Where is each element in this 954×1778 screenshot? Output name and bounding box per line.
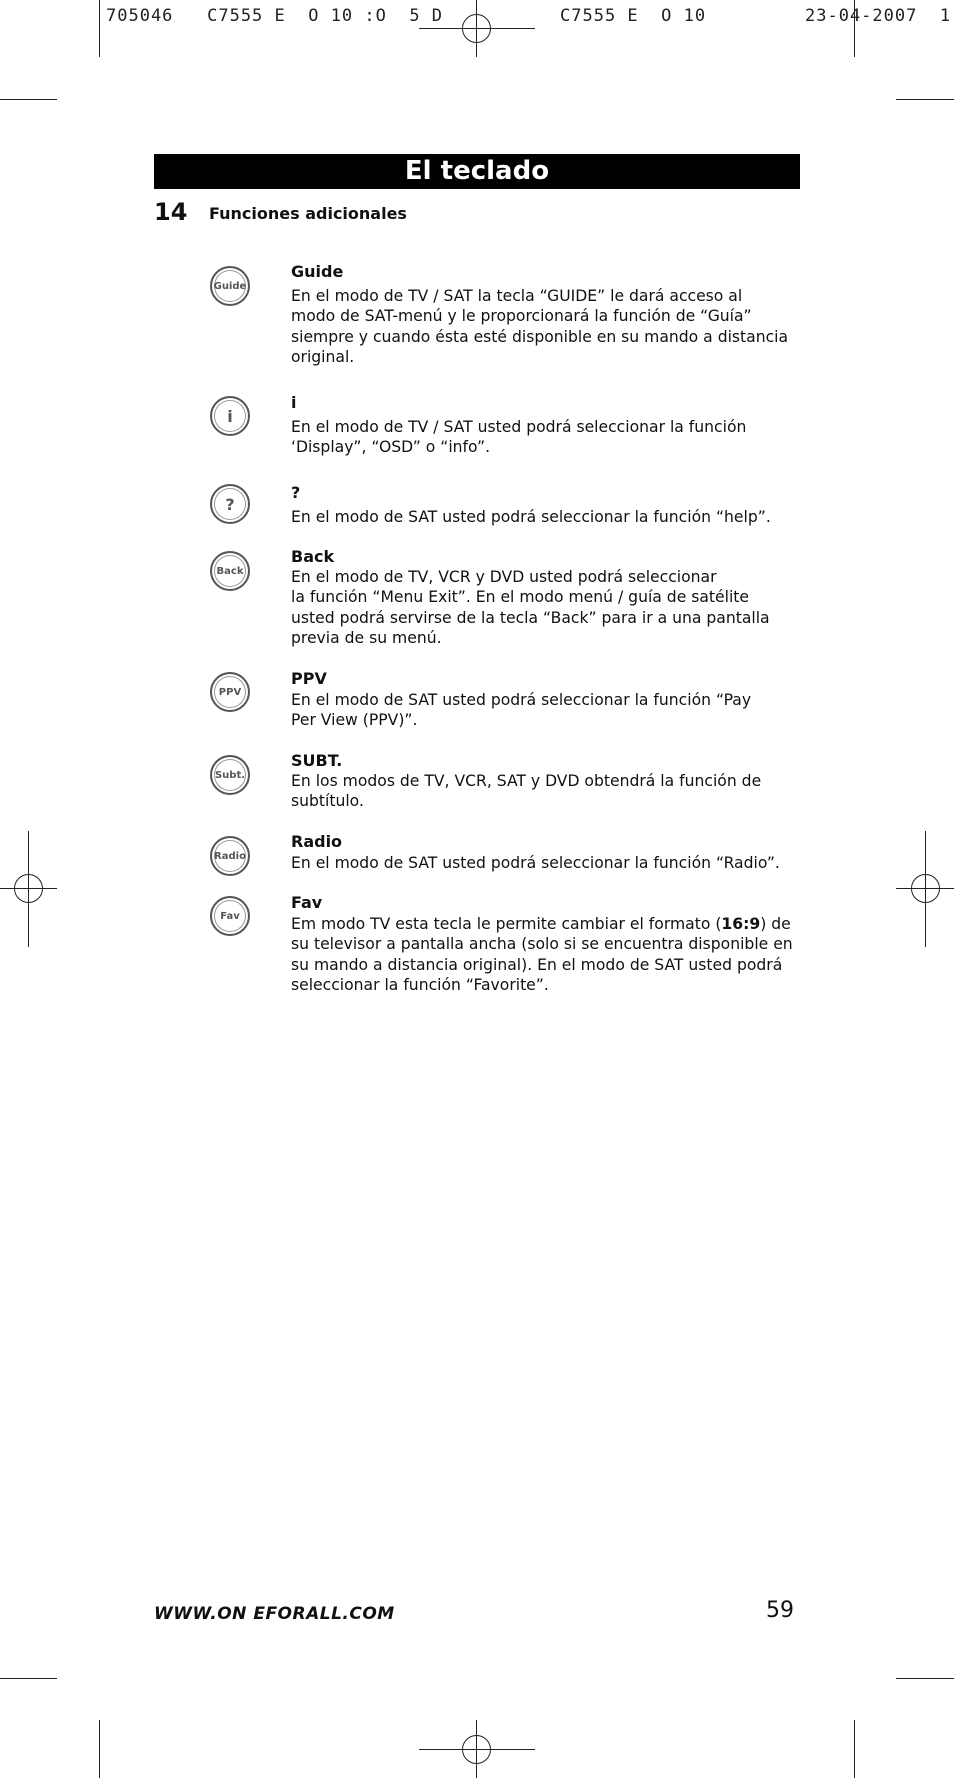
back-key-icon: Back	[210, 551, 250, 591]
desc-line: previa de su menú.	[291, 629, 442, 648]
desc-line: su mando a distancia original). En el modo de SAT usted podrá	[291, 955, 783, 974]
function-title-fav: Fav	[291, 893, 323, 912]
crop-mark	[854, 1720, 855, 1778]
function-desc-info	[291, 417, 801, 458]
footer-url: WWW.ON EFORALL.COM	[154, 1604, 395, 1624]
radio-key-icon: Radio	[210, 836, 250, 876]
desc-line	[291, 914, 801, 934]
desc-line: En el modo de SAT usted podrá seleccionar la función “Pay	[291, 691, 752, 709]
registration-circle	[911, 874, 940, 903]
desc-line: En el modo de TV, VCR y DVD usted podrá seleccionar	[291, 568, 717, 586]
function-desc-radio	[291, 853, 801, 873]
page-number: 59	[766, 1598, 794, 1623]
function-title-guide: Guide	[291, 262, 344, 281]
desc-line: En el modo de SAT usted podrá seleccionar la función “help”.	[291, 508, 771, 526]
desc-line: ‘Display”, “OSD” o “info”.	[291, 438, 491, 457]
page-title: El teclado	[154, 154, 800, 189]
function-title-radio: Radio	[291, 832, 343, 851]
help-key-icon: ?	[210, 484, 250, 524]
function-title-help: ?	[291, 483, 301, 502]
desc-line: usted podrá servirse de la tecla “Back” para ir a una pantalla	[291, 608, 770, 627]
print-slug-left: 705046 C7555 E O 10 :O 5 D	[106, 6, 444, 26]
desc-line: original.	[291, 348, 355, 367]
function-desc-guide	[291, 286, 801, 368]
desc-line: modo de SAT-menú y le proporcionará la función de “Guía”	[291, 307, 752, 326]
crop-mark	[99, 1720, 100, 1778]
registration-circle	[14, 874, 43, 903]
crop-mark	[99, 0, 100, 57]
print-slug-right: 23-04-2007 1	[805, 6, 952, 26]
function-desc-subtitle	[291, 771, 801, 812]
crop-mark	[0, 1678, 57, 1679]
registration-circle	[462, 1735, 491, 1764]
subtitle-key-icon: Subt.	[210, 755, 250, 795]
desc-text: Em modo TV esta tecla le permite cambiar el formato (	[291, 915, 722, 933]
desc-text: ) de	[760, 915, 791, 933]
info-key-icon: i	[210, 396, 250, 436]
desc-line: la función “Menu Exit”. En el modo menú / guía de satélite	[291, 588, 750, 607]
section-title: Funciones adicionales	[209, 204, 407, 223]
desc-line: En el modo de TV / SAT la tecla “GUIDE” le dará acceso al	[291, 287, 743, 305]
guide-key-icon: Guide	[210, 266, 250, 306]
registration-circle	[462, 14, 491, 43]
function-desc-fav	[291, 914, 801, 996]
function-desc-ppv	[291, 690, 801, 731]
desc-line: su televisor a pantalla ancha (solo si se encuentra disponible en	[291, 935, 793, 954]
print-slug-middle: C7555 E O 10	[560, 6, 707, 26]
desc-line: subtítulo.	[291, 792, 364, 811]
function-title-subtitle: SUBT.	[291, 751, 343, 770]
function-title-ppv: PPV	[291, 669, 327, 688]
desc-line: siempre y cuando ésta esté disponible en su mando a distancia	[291, 327, 789, 346]
desc-line: En el modo de TV / SAT usted podrá seleccionar la función	[291, 418, 747, 436]
fav-key-icon: Fav	[210, 896, 250, 936]
crop-mark	[896, 1678, 954, 1679]
function-desc-help	[291, 507, 801, 527]
desc-line: seleccionar la función “Favorite”.	[291, 976, 549, 995]
crop-mark	[0, 99, 57, 100]
function-desc-back	[291, 567, 801, 649]
desc-line: En el modo de SAT usted podrá seleccionar la función “Radio”.	[291, 854, 780, 872]
aspect-ratio-text: 16:9	[721, 915, 761, 933]
desc-line: En los modos de TV, VCR, SAT y DVD obtendrá la función de	[291, 772, 762, 790]
section-number: 14	[154, 198, 188, 226]
desc-line: Per View (PPV)”.	[291, 711, 418, 730]
ppv-key-icon: PPV	[210, 672, 250, 712]
crop-mark	[896, 99, 954, 100]
function-title-back: Back	[291, 547, 335, 566]
function-title-info: i	[291, 393, 297, 412]
